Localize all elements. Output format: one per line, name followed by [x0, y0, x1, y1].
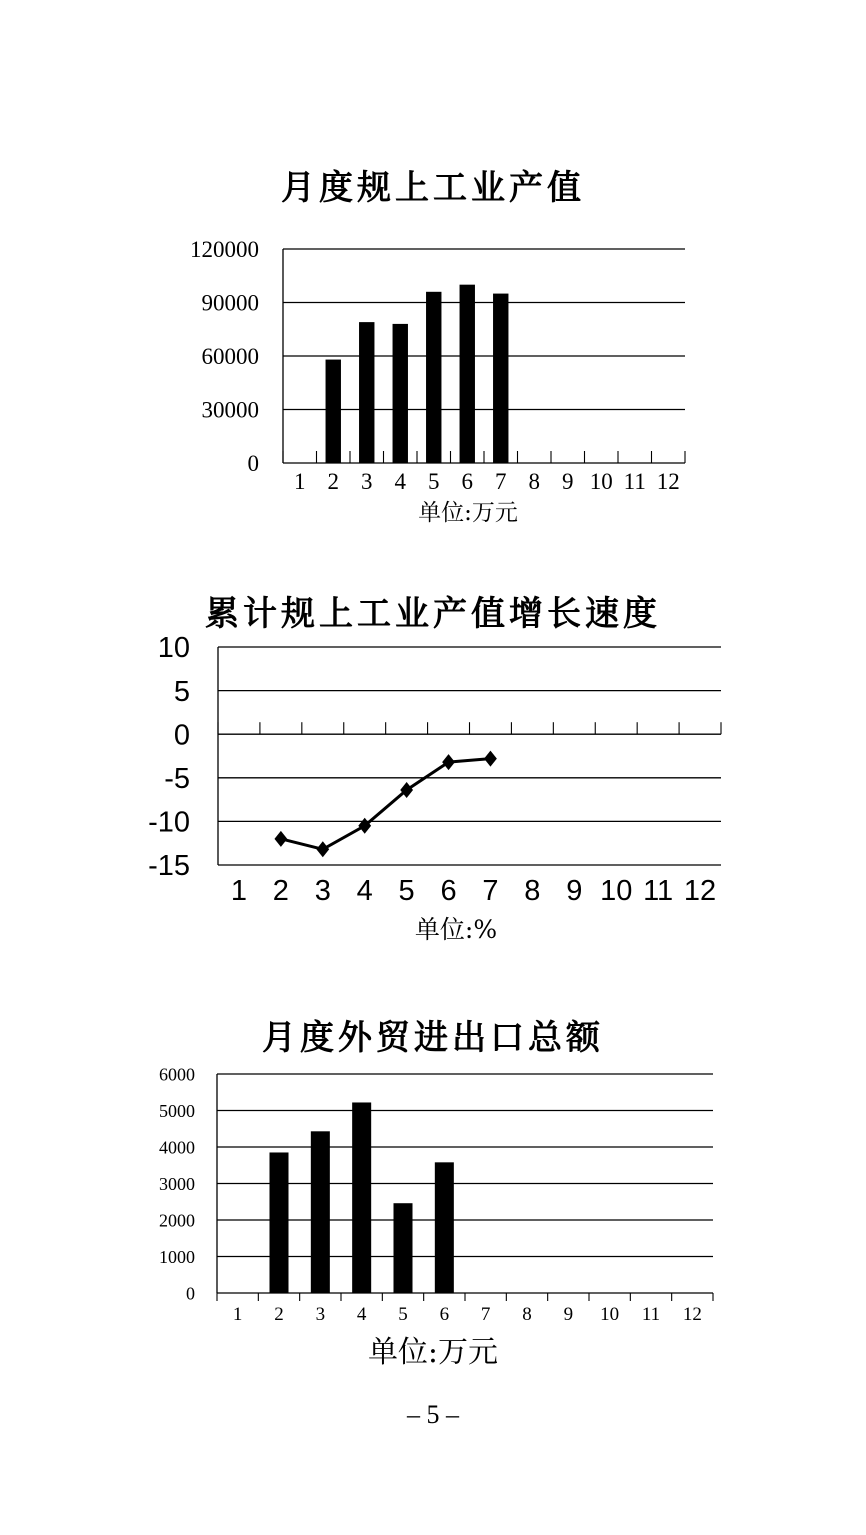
x-tick-label: 6 [461, 469, 473, 494]
bar [311, 1131, 330, 1293]
x-tick-label: 12 [682, 1304, 702, 1325]
x-tick-label: 1 [230, 875, 248, 907]
x-tick-label: 1 [232, 1304, 243, 1325]
y-tick-label: -10 [148, 806, 190, 839]
x-tick-label: 2 [327, 469, 339, 494]
y-tick-label: 5 [173, 675, 190, 708]
y-tick-label: 0 [173, 719, 190, 752]
chart2-title: 累计规上工业产值增长速度 [205, 594, 661, 634]
x-tick-label: 7 [480, 1304, 491, 1325]
x-tick-label: 3 [361, 469, 373, 494]
y-tick-label: 120000 [190, 237, 259, 263]
unit-label: 单位:% [414, 915, 498, 944]
x-tick-label: 12 [683, 875, 717, 907]
x-tick-label: 4 [356, 875, 373, 907]
bar [435, 1162, 454, 1293]
x-tick-label: 11 [643, 875, 674, 907]
x-tick-label: 9 [563, 1304, 574, 1325]
unit-label: 单位:万元 [418, 500, 518, 526]
x-tick-label: 3 [314, 875, 331, 907]
x-tick-label: 9 [562, 469, 574, 494]
x-tick-label: 6 [439, 1304, 450, 1325]
x-tick-label: 8 [524, 875, 541, 907]
x-tick-label: 8 [522, 1304, 532, 1325]
x-tick-label: 5 [428, 469, 440, 494]
x-tick-label: 2 [272, 875, 289, 907]
y-tick-label: 30000 [201, 397, 259, 423]
y-tick-label: 4000 [159, 1137, 195, 1158]
y-tick-label: 2000 [159, 1210, 195, 1231]
bar [352, 1102, 371, 1293]
unit-label: 单位:万元 [367, 1335, 499, 1370]
y-tick-label: 1000 [159, 1246, 195, 1267]
chart1-title: 月度规上工业产值 [281, 168, 585, 208]
y-tick-label: 60000 [201, 344, 259, 370]
x-tick-label: 7 [482, 875, 499, 907]
page-number: – 5 – [407, 1400, 459, 1429]
x-tick-label: 12 [656, 469, 680, 494]
y-tick-label: 5000 [159, 1100, 195, 1121]
x-tick-label: 9 [566, 875, 583, 907]
y-tick-label: 0 [186, 1283, 195, 1304]
x-tick-label: 10 [600, 1304, 620, 1325]
x-tick-label: 4 [356, 1304, 367, 1325]
y-tick-label: -15 [148, 850, 190, 883]
x-tick-label: 3 [315, 1304, 326, 1325]
y-tick-label: 0 [247, 451, 259, 477]
x-tick-label: 4 [394, 469, 406, 494]
bar [269, 1152, 288, 1293]
y-tick-label: 90000 [201, 290, 259, 316]
x-tick-label: 1 [294, 469, 306, 494]
y-tick-label: -5 [164, 762, 190, 795]
bar [393, 1203, 412, 1293]
y-tick-label: 3000 [159, 1173, 195, 1194]
x-tick-label: 8 [528, 469, 540, 494]
x-tick-label: 7 [495, 469, 507, 494]
x-tick-label: 10 [589, 469, 613, 494]
x-tick-label: 11 [641, 1304, 661, 1325]
x-tick-label: 2 [274, 1304, 284, 1325]
y-tick-label: 6000 [159, 1064, 195, 1085]
x-tick-label: 5 [398, 1304, 408, 1325]
chart3-title: 月度外贸进出口总额 [262, 1018, 604, 1058]
x-tick-label: 5 [398, 875, 415, 907]
x-tick-label: 10 [600, 875, 633, 907]
x-tick-label: 11 [623, 469, 646, 494]
y-tick-label: 10 [157, 632, 190, 665]
x-tick-label: 6 [440, 875, 457, 907]
